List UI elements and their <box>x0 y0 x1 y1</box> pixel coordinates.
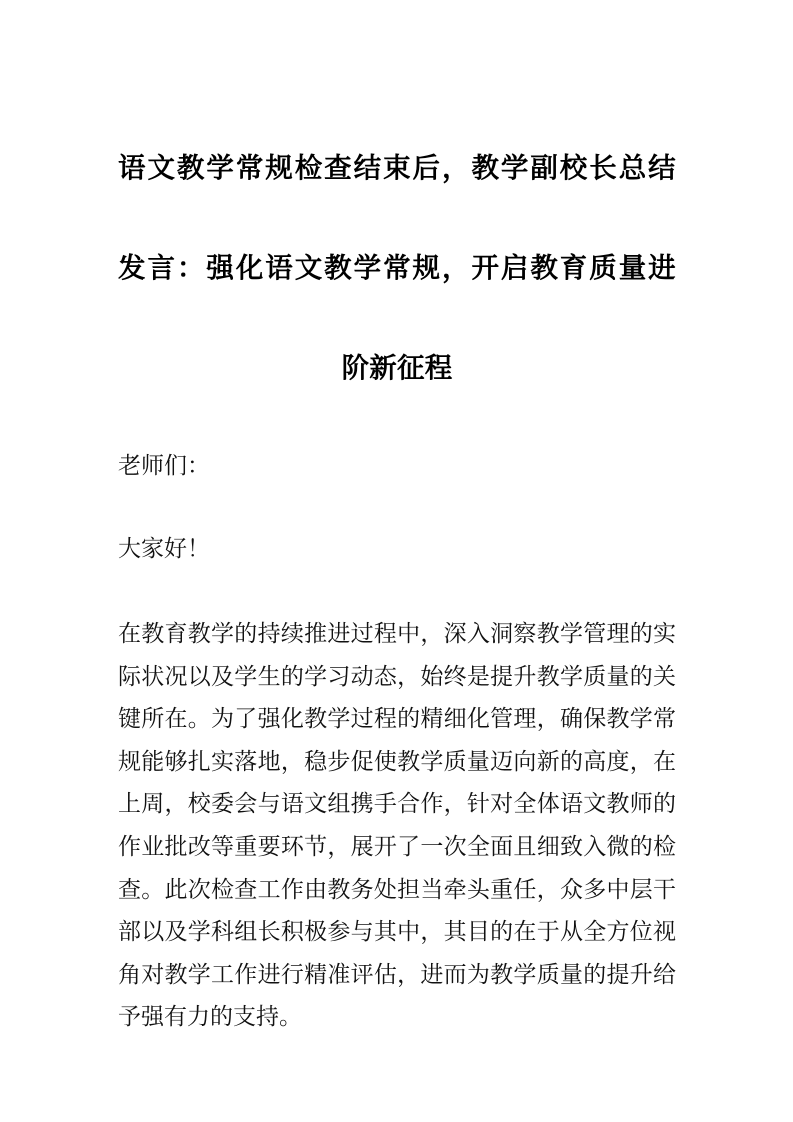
page-title <box>118 118 676 418</box>
salutation: 老师们： <box>118 452 210 478</box>
body-paragraph-1: 在教育教学的持续推进过程中，深入洞察教学管理的实际状况以及学生的学习动态，始终是提升教学质量的关键所在。为了强化教学过程的精细化管理，确保教学常规能够扎实落地，稳步促使教学质量迈向新的高度，在上周，校委会与语文组携手合作，针对全体语文教师的作业批改等重要环节，展开了一次全面且细致入微的检查。此次检查工作由教务处担当牵头重任，众多中层干部以及学科组长积极参与其中，其目的在于从全方位视角对教学工作进行精准评估，进而为教学质量的提升给予强有力的支持。 <box>118 620 676 1030</box>
title-line-2: 发 言 ： 强 化 语 文 教 学 常 规 ， 开 启 教 育 质 量 进 <box>118 252 676 283</box>
title-line-3: 阶新征程 <box>341 352 453 383</box>
greeting: 大家好！ <box>118 535 210 561</box>
title-line-1: 语 文 教 学 常 规 检 查 结 束 后 ， 教 学 副 校 长 总 结 <box>118 152 676 183</box>
